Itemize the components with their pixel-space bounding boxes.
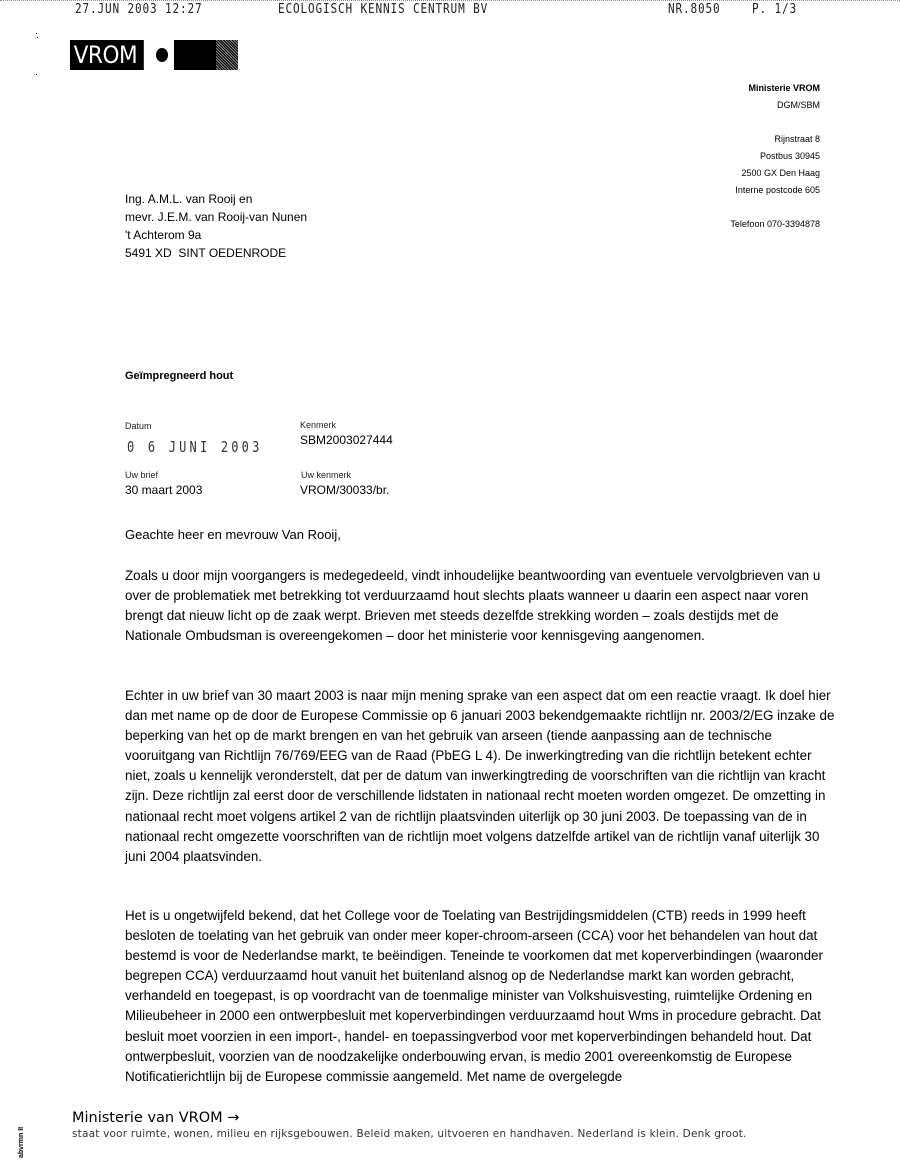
fax-datetime: 27.JUN 2003 12:27 bbox=[75, 2, 203, 17]
recipient-line: 't Achterom 9a bbox=[125, 228, 202, 242]
uw-brief-label: Uw brief bbox=[125, 470, 159, 480]
fax-sender: ECOLOGISCH KENNIS CENTRUM BV bbox=[278, 2, 489, 17]
salutation: Geachte heer en mevrouw Van Rooij, bbox=[125, 527, 341, 542]
recipient-address bbox=[125, 190, 307, 262]
datum-label: Datum bbox=[125, 421, 152, 431]
uw-kenmerk-label: Uw kenmerk bbox=[301, 470, 352, 480]
logo-dot-icon bbox=[156, 48, 168, 62]
uw-kenmerk-value: VROM/30033/br. bbox=[300, 483, 390, 497]
recipient-line: mevr. J.E.M. van Rooij-van Nunen bbox=[125, 210, 308, 224]
vrom-logo bbox=[70, 40, 238, 70]
logo-hatched-block bbox=[216, 40, 238, 70]
uw-brief-value: 30 maart 2003 bbox=[125, 483, 203, 497]
recipient-line: Ing. A.M.L. van Rooij en bbox=[125, 192, 253, 206]
kenmerk-value: SBM2003027444 bbox=[300, 433, 393, 447]
footer-ministry-title: Ministerie van VROM → bbox=[72, 1110, 240, 1126]
fax-number: NR.8050 bbox=[668, 2, 721, 17]
footer-tagline: staat voor ruimte, wonen, milieu en rijksgebouwen. Beleid maken, uitvoeren en handhaven. Nederland is klein. Denk groot. bbox=[72, 1128, 747, 1140]
datum-stamp: 0 6 JUNI 2003 bbox=[127, 438, 263, 456]
kenmerk-label: Kenmerk bbox=[300, 420, 337, 430]
sender-phone: Telefoon 070-3394878 bbox=[730, 219, 820, 229]
sender-ministry: Ministerie VROM bbox=[748, 83, 820, 93]
sender-city: 2500 GX Den Haag bbox=[741, 168, 820, 178]
logo-black-bar bbox=[174, 40, 216, 70]
paragraph-3: Het is u ongetwijfeld bekend, dat het College voor de Toelating van Bestrijdingsmiddelen (CTB) reeds in 1999 heeft besloten de toelating van het gebruik van onder meer koper-chroom-arseen (CCA) voor het behandelen van hout dat bestemd is voor de Nederlandse markt, te beëindigen. Teneinde te voorkomen dat met koperverbindingen (waaronder begrepen CCA) verduurzaamd hout vanuit het buitenland alsnog op de Nederlandse markt kan worden gebracht, verhandeld en toegepast, is op voordracht van de toenmalige minister van Volkshuisvesting, ruimtelijke Ordening en Milieubeheer in 2000 een ontwerpbesluit met koperverbindingen verduurzaamd hout Wms in procedure gebracht. Dat besluit moet voorzien in een import-, handel- en toepassingverbod voor met koperverbindingen behandeld hout. Dat ontwerpbesluit, voorzien van de noodzakelijke onderbouwing ervan, is medio 2001 overeenkomstig de Europese Notificatierichtlijn bij de Europese commissie aangemeld. Met name de overgelegde bbox=[125, 908, 823, 1084]
paragraph-2: Echter in uw brief van 30 maart 2003 is naar mijn mening sprake van een aspect dat om een reactie vraagt. Ik doel hier dan met name op de door de Europese Commissie op 6 januari 2003 bekendgemaakte richtlijn nr. 2003/2/EG inzake de beperking van het op de markt brengen en van het gebruik van arseen (tiende aanpassing aan de technische vooruitgang van Richtlijn 76/769/EEG van de Raad (PbEG L 4). De inwerkingtreding van die richtlijn betekent echter niet, zoals u kennelijk veronderstelt, dat per de datum van inwerkingtreding de voorschriften van die richtlijn van kracht zijn. Deze richtlijn zal eerst door de verschillende lidstaten in nationaal recht moeten worden omgezet. De omzetting in nationaal recht moet volgens artikel 2 van de richtlijn plaatsvinden uiterlijk op 30 juni 2003. De toepassing van de in nationaal recht omgezette voorschriften van de richtlijn moet volgens datzelfde artikel van de richtlijn vanaf uiterlijk 30 juni 2004 plaatsvinden. bbox=[125, 688, 835, 864]
fax-top-border bbox=[0, 0, 900, 1]
logo-wordmark: VROM bbox=[70, 40, 144, 70]
sender-street: Rijnstraat 8 bbox=[774, 134, 820, 144]
sender-department: DGM/SBM bbox=[776, 100, 820, 110]
sender-block bbox=[730, 80, 820, 233]
side-form-code: abvrmn II bbox=[18, 1126, 25, 1158]
fax-page: P. 1/3 bbox=[752, 2, 798, 17]
sender-internal-postcode: Interne postcode 605 bbox=[735, 185, 820, 195]
recipient-line: 5491 XD SINT OEDENRODE bbox=[125, 246, 287, 260]
sender-postbox: Postbus 30945 bbox=[759, 151, 820, 161]
letter-subject: Geïmpregneerd hout bbox=[125, 370, 234, 382]
paragraph-1: Zoals u door mijn voorgangers is medegedeeld, vindt inhoudelijke beantwoording van eventuele vervolgbrieven van u over de problematiek met betrekking tot verduurzaamd hout slechts plaats wanneer u daarin een aspect naar voren brengt dat nieuw licht op de zaak werpt. Brieven met steeds dezelfde strekking worden – zoals destijds met de Nationale Ombudsman is overeengekomen – door het ministerie voor kennisgeving aangenomen. bbox=[125, 568, 821, 644]
